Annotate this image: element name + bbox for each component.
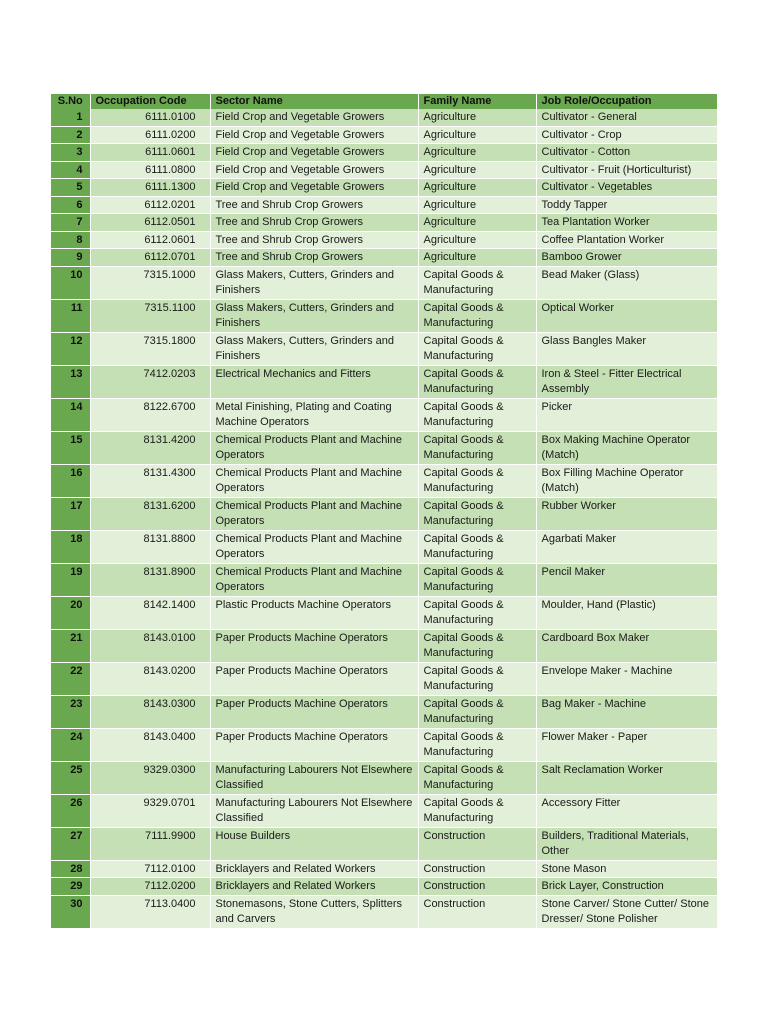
cell-sector-name: Tree and Shrub Crop Growers — [210, 249, 418, 267]
cell-sno: 22 — [51, 662, 90, 695]
table-row — [51, 214, 717, 232]
header-sno: S.No — [51, 94, 90, 109]
cell-job-role: Cardboard Box Maker — [536, 629, 717, 662]
cell-sno: 19 — [51, 563, 90, 596]
cell-sector-name: Chemical Products Plant and Machine Operators — [210, 464, 418, 497]
table-row — [51, 596, 717, 629]
cell-sno: 26 — [51, 794, 90, 827]
table-row — [51, 365, 717, 398]
cell-sno: 7 — [51, 214, 90, 232]
cell-family-name: Agriculture — [418, 214, 536, 232]
cell-job-role: Glass Bangles Maker — [536, 332, 717, 365]
cell-job-role: Envelope Maker - Machine — [536, 662, 717, 695]
cell-sno: 12 — [51, 332, 90, 365]
cell-sector-name: Chemical Products Plant and Machine Operators — [210, 497, 418, 530]
cell-sno: 28 — [51, 860, 90, 878]
cell-occupation-code: 7113.0400 — [90, 895, 210, 928]
cell-occupation-code: 8131.4200 — [90, 431, 210, 464]
cell-family-name: Agriculture — [418, 179, 536, 197]
cell-sector-name: Field Crop and Vegetable Growers — [210, 126, 418, 144]
cell-sno: 20 — [51, 596, 90, 629]
cell-sno: 17 — [51, 497, 90, 530]
table-row — [51, 563, 717, 596]
cell-occupation-code: 7412.0203 — [90, 365, 210, 398]
cell-family-name: Capital Goods & Manufacturing — [418, 497, 536, 530]
cell-occupation-code: 8131.6200 — [90, 497, 210, 530]
cell-sno: 14 — [51, 398, 90, 431]
cell-occupation-code: 6112.0201 — [90, 196, 210, 214]
cell-family-name: Capital Goods & Manufacturing — [418, 728, 536, 761]
cell-sector-name: Chemical Products Plant and Machine Operators — [210, 530, 418, 563]
cell-occupation-code: 6111.0200 — [90, 126, 210, 144]
cell-sector-name: Manufacturing Labourers Not Elsewhere Classified — [210, 794, 418, 827]
table-row — [51, 144, 717, 162]
cell-sno: 5 — [51, 179, 90, 197]
cell-family-name: Capital Goods & Manufacturing — [418, 596, 536, 629]
cell-family-name: Capital Goods & Manufacturing — [418, 266, 536, 299]
cell-job-role: Cultivator - General — [536, 109, 717, 126]
cell-sector-name: House Builders — [210, 827, 418, 860]
table-row — [51, 761, 717, 794]
cell-occupation-code: 9329.0300 — [90, 761, 210, 794]
table-row — [51, 126, 717, 144]
cell-occupation-code: 6111.0601 — [90, 144, 210, 162]
table-row — [51, 299, 717, 332]
cell-job-role: Coffee Plantation Worker — [536, 231, 717, 249]
cell-sno: 6 — [51, 196, 90, 214]
cell-sector-name: Field Crop and Vegetable Growers — [210, 179, 418, 197]
cell-family-name: Capital Goods & Manufacturing — [418, 563, 536, 596]
cell-family-name: Capital Goods & Manufacturing — [418, 662, 536, 695]
cell-sector-name: Glass Makers, Cutters, Grinders and Finishers — [210, 299, 418, 332]
cell-sno: 23 — [51, 695, 90, 728]
cell-family-name: Construction — [418, 895, 536, 928]
cell-sno: 18 — [51, 530, 90, 563]
cell-occupation-code: 6111.0100 — [90, 109, 210, 126]
cell-sno: 29 — [51, 878, 90, 896]
cell-sno: 11 — [51, 299, 90, 332]
cell-job-role: Flower Maker - Paper — [536, 728, 717, 761]
table-row — [51, 895, 717, 928]
header-occupation-code: Occupation Code — [90, 94, 210, 109]
cell-occupation-code: 6112.0501 — [90, 214, 210, 232]
cell-job-role: Cultivator - Vegetables — [536, 179, 717, 197]
table-body — [51, 109, 717, 928]
table-row — [51, 860, 717, 878]
cell-occupation-code: 8143.0300 — [90, 695, 210, 728]
cell-occupation-code: 8143.0200 — [90, 662, 210, 695]
table-header-row — [51, 94, 717, 109]
table-row — [51, 332, 717, 365]
cell-sector-name: Field Crop and Vegetable Growers — [210, 144, 418, 162]
cell-occupation-code: 8131.8900 — [90, 563, 210, 596]
table-row — [51, 629, 717, 662]
cell-job-role: Stone Carver/ Stone Cutter/ Stone Dresser/ Stone Polisher — [536, 895, 717, 928]
cell-family-name: Construction — [418, 878, 536, 896]
table-row — [51, 878, 717, 896]
cell-occupation-code: 6111.1300 — [90, 179, 210, 197]
cell-family-name: Agriculture — [418, 231, 536, 249]
cell-family-name: Capital Goods & Manufacturing — [418, 530, 536, 563]
cell-sector-name: Electrical Mechanics and Fitters — [210, 365, 418, 398]
cell-sector-name: Tree and Shrub Crop Growers — [210, 214, 418, 232]
cell-sector-name: Stonemasons, Stone Cutters, Splitters and Carvers — [210, 895, 418, 928]
cell-occupation-code: 9329.0701 — [90, 794, 210, 827]
table-row — [51, 794, 717, 827]
cell-job-role: Iron & Steel - Fitter Electrical Assembly — [536, 365, 717, 398]
cell-sector-name: Glass Makers, Cutters, Grinders and Finishers — [210, 332, 418, 365]
cell-sno: 21 — [51, 629, 90, 662]
cell-occupation-code: 7112.0100 — [90, 860, 210, 878]
cell-family-name: Capital Goods & Manufacturing — [418, 332, 536, 365]
table-row — [51, 695, 717, 728]
cell-sector-name: Chemical Products Plant and Machine Operators — [210, 431, 418, 464]
cell-sno: 3 — [51, 144, 90, 162]
table-row — [51, 662, 717, 695]
cell-occupation-code: 7112.0200 — [90, 878, 210, 896]
cell-job-role: Bag Maker - Machine — [536, 695, 717, 728]
cell-sno: 27 — [51, 827, 90, 860]
cell-job-role: Tea Plantation Worker — [536, 214, 717, 232]
cell-family-name: Agriculture — [418, 161, 536, 179]
cell-family-name: Construction — [418, 860, 536, 878]
cell-family-name: Capital Goods & Manufacturing — [418, 365, 536, 398]
cell-job-role: Bead Maker (Glass) — [536, 266, 717, 299]
cell-sno: 8 — [51, 231, 90, 249]
cell-sector-name: Metal Finishing, Plating and Coating Machine Operators — [210, 398, 418, 431]
cell-sno: 10 — [51, 266, 90, 299]
cell-occupation-code: 7315.1800 — [90, 332, 210, 365]
cell-sno: 16 — [51, 464, 90, 497]
cell-family-name: Capital Goods & Manufacturing — [418, 695, 536, 728]
cell-occupation-code: 8142.1400 — [90, 596, 210, 629]
cell-job-role: Optical Worker — [536, 299, 717, 332]
cell-occupation-code: 8122.6700 — [90, 398, 210, 431]
header-sector-name: Sector Name — [210, 94, 418, 109]
cell-sector-name: Chemical Products Plant and Machine Operators — [210, 563, 418, 596]
cell-sno: 2 — [51, 126, 90, 144]
table-row — [51, 109, 717, 126]
cell-job-role: Accessory Fitter — [536, 794, 717, 827]
cell-job-role: Salt Reclamation Worker — [536, 761, 717, 794]
cell-family-name: Agriculture — [418, 109, 536, 126]
cell-job-role: Cultivator - Crop — [536, 126, 717, 144]
cell-occupation-code: 6112.0601 — [90, 231, 210, 249]
cell-job-role: Rubber Worker — [536, 497, 717, 530]
cell-job-role: Box Making Machine Operator (Match) — [536, 431, 717, 464]
cell-sno: 25 — [51, 761, 90, 794]
cell-family-name: Construction — [418, 827, 536, 860]
cell-job-role: Picker — [536, 398, 717, 431]
cell-sector-name: Plastic Products Machine Operators — [210, 596, 418, 629]
header-family-name: Family Name — [418, 94, 536, 109]
cell-job-role: Bamboo Grower — [536, 249, 717, 267]
table-row — [51, 161, 717, 179]
table-row — [51, 249, 717, 267]
cell-sector-name: Paper Products Machine Operators — [210, 662, 418, 695]
table-row — [51, 196, 717, 214]
cell-family-name: Agriculture — [418, 144, 536, 162]
cell-job-role: Cultivator - Fruit (Horticulturist) — [536, 161, 717, 179]
cell-job-role: Moulder, Hand (Plastic) — [536, 596, 717, 629]
cell-family-name: Capital Goods & Manufacturing — [418, 398, 536, 431]
cell-sector-name: Tree and Shrub Crop Growers — [210, 196, 418, 214]
table-row — [51, 827, 717, 860]
cell-sector-name: Paper Products Machine Operators — [210, 695, 418, 728]
cell-sno: 4 — [51, 161, 90, 179]
table-row — [51, 431, 717, 464]
cell-sno: 13 — [51, 365, 90, 398]
cell-family-name: Agriculture — [418, 196, 536, 214]
table-row — [51, 530, 717, 563]
table-row — [51, 464, 717, 497]
table-row — [51, 266, 717, 299]
cell-family-name: Capital Goods & Manufacturing — [418, 794, 536, 827]
table-row — [51, 398, 717, 431]
cell-family-name: Capital Goods & Manufacturing — [418, 299, 536, 332]
cell-family-name: Agriculture — [418, 126, 536, 144]
cell-sector-name: Field Crop and Vegetable Growers — [210, 161, 418, 179]
cell-sno: 30 — [51, 895, 90, 928]
cell-family-name: Capital Goods & Manufacturing — [418, 629, 536, 662]
cell-job-role: Agarbati Maker — [536, 530, 717, 563]
table-row — [51, 728, 717, 761]
cell-job-role: Stone Mason — [536, 860, 717, 878]
cell-sector-name: Paper Products Machine Operators — [210, 629, 418, 662]
cell-job-role: Box Filling Machine Operator (Match) — [536, 464, 717, 497]
header-job-role: Job Role/Occupation — [536, 94, 717, 109]
cell-family-name: Capital Goods & Manufacturing — [418, 431, 536, 464]
cell-family-name: Capital Goods & Manufacturing — [418, 464, 536, 497]
occupation-table — [51, 94, 718, 929]
cell-occupation-code: 8143.0100 — [90, 629, 210, 662]
table-row — [51, 179, 717, 197]
cell-family-name: Capital Goods & Manufacturing — [418, 761, 536, 794]
cell-job-role: Cultivator - Cotton — [536, 144, 717, 162]
cell-occupation-code: 7315.1100 — [90, 299, 210, 332]
cell-sno: 24 — [51, 728, 90, 761]
cell-sno: 9 — [51, 249, 90, 267]
cell-sno: 1 — [51, 109, 90, 126]
cell-occupation-code: 7111.9900 — [90, 827, 210, 860]
cell-sector-name: Manufacturing Labourers Not Elsewhere Classified — [210, 761, 418, 794]
cell-occupation-code: 7315.1000 — [90, 266, 210, 299]
cell-sector-name: Bricklayers and Related Workers — [210, 860, 418, 878]
cell-occupation-code: 8143.0400 — [90, 728, 210, 761]
cell-occupation-code: 6111.0800 — [90, 161, 210, 179]
cell-occupation-code: 8131.4300 — [90, 464, 210, 497]
cell-sector-name: Paper Products Machine Operators — [210, 728, 418, 761]
table-row — [51, 497, 717, 530]
cell-job-role: Toddy Tapper — [536, 196, 717, 214]
cell-job-role: Brick Layer, Construction — [536, 878, 717, 896]
cell-occupation-code: 8131.8800 — [90, 530, 210, 563]
cell-job-role: Pencil Maker — [536, 563, 717, 596]
cell-occupation-code: 6112.0701 — [90, 249, 210, 267]
cell-sector-name: Field Crop and Vegetable Growers — [210, 109, 418, 126]
cell-sector-name: Bricklayers and Related Workers — [210, 878, 418, 896]
cell-sector-name: Glass Makers, Cutters, Grinders and Finishers — [210, 266, 418, 299]
cell-job-role: Builders, Traditional Materials, Other — [536, 827, 717, 860]
cell-family-name: Agriculture — [418, 249, 536, 267]
cell-sno: 15 — [51, 431, 90, 464]
table-row — [51, 231, 717, 249]
cell-sector-name: Tree and Shrub Crop Growers — [210, 231, 418, 249]
